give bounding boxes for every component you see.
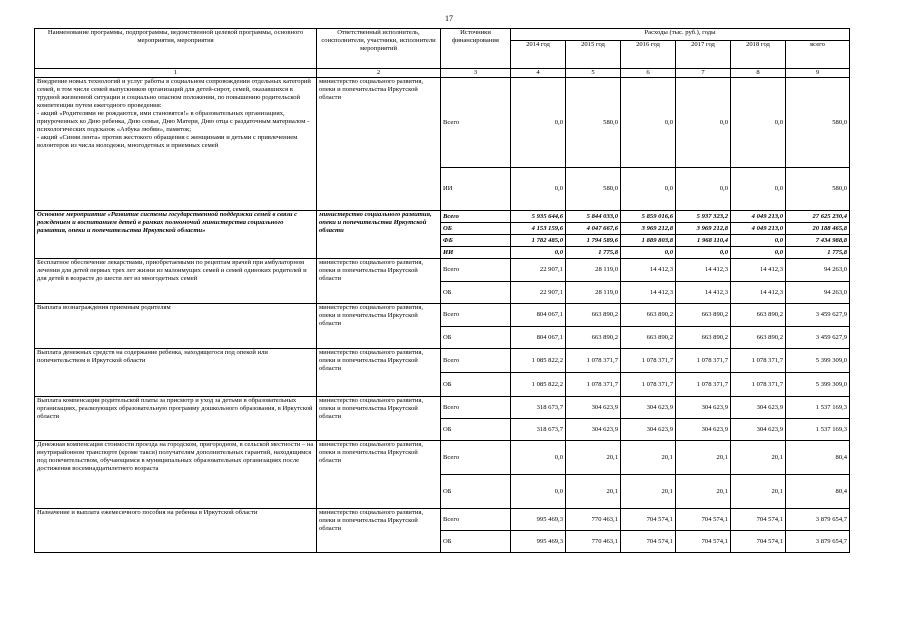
year-value: 0,0 [676, 78, 731, 168]
year-value: 318 673,7 [511, 397, 566, 419]
year-value: 22 907,1 [511, 282, 566, 304]
funding-source: Всего [441, 304, 511, 327]
table-row [35, 349, 850, 373]
total-value: 80,4 [786, 441, 850, 475]
year-value: 1 078 371,7 [676, 349, 731, 373]
year-value: 1 782 485,0 [511, 235, 566, 247]
total-value: 3 879 654,7 [786, 509, 850, 531]
year-value: 0,0 [731, 235, 786, 247]
year-value: 1 078 371,7 [566, 349, 621, 373]
total-value: 20 188 465,8 [786, 223, 850, 235]
column-number: 7 [676, 69, 731, 78]
funding-source: Всего [441, 211, 511, 223]
year-value: 663 890,2 [621, 327, 676, 349]
year-value: 704 574,1 [731, 509, 786, 531]
year-value: 3 969 212,8 [621, 223, 676, 235]
total-value: 5 399 309,0 [786, 373, 850, 397]
year-value: 580,0 [566, 78, 621, 168]
funding-source: ОБ [441, 373, 511, 397]
year-value: 1 889 803,8 [621, 235, 676, 247]
executor-name: министерство социального развития, опеки и попечительства Иркутской области [317, 211, 441, 259]
funding-source: ОБ [441, 327, 511, 349]
year-value: 1 078 371,7 [621, 349, 676, 373]
year-value: 663 890,2 [731, 304, 786, 327]
year-value: 0,0 [676, 247, 731, 259]
table-row [35, 441, 850, 475]
header-source-column: Источники финансирования [441, 29, 511, 69]
year-value: 0,0 [511, 247, 566, 259]
funding-source: Всего [441, 509, 511, 531]
funding-source: ОБ [441, 475, 511, 509]
table-row [35, 509, 850, 531]
executor-name: министерство социального развития, опеки и попечительства Иркутской области [317, 349, 441, 397]
year-value: 20,1 [621, 475, 676, 509]
header-expenses: Расходы (тыс. руб.), годы [511, 29, 850, 41]
year-value: 804 067,1 [511, 304, 566, 327]
year-value: 804 067,1 [511, 327, 566, 349]
year-value: 0,0 [511, 168, 566, 211]
year-value: 4 049 213,0 [731, 211, 786, 223]
year-value: 5 935 644,6 [511, 211, 566, 223]
year-value: 704 574,1 [621, 531, 676, 553]
year-value: 20,1 [676, 475, 731, 509]
funding-source: Всего [441, 441, 511, 475]
year-value: 14 412,3 [676, 259, 731, 282]
total-value: 7 434 988,8 [786, 235, 850, 247]
year-value: 5 859 016,6 [621, 211, 676, 223]
total-value: 80,4 [786, 475, 850, 509]
column-number: 4 [511, 69, 566, 78]
funding-source: ОБ [441, 223, 511, 235]
activity-name: Внедрение новых технологий и услуг работы в социальном сопровождении отдельных категорий семей, в том числе семей выпускников организаций для детей-сирот, семей, оказавшихся в трудной жизненной ситуации и социально опасном положении, по повышению родительской компетенции путем ежегодного проведения: - акций «Родителями не рождаются, ими становятся!» в образовательных организациях, приуроченных ко Дню ребенка, Дню семьи, Дню Матери, Дню отца с раздаточным материалом - психологических подсказок «Азбука любви», памяток; - акций «Синяя лента» против жестокого обращения с женщинами и детьми с привлечением волонтеров из числа молодежи, многодетных и приемных семей [35, 78, 317, 211]
funding-source: ОБ [441, 419, 511, 441]
funding-source: Всего [441, 349, 511, 373]
year-value: 1 078 371,7 [731, 373, 786, 397]
page-number: 17 [445, 14, 453, 23]
table-row [35, 397, 850, 419]
executor-name: министерство социального развития, опеки и попечительства Иркутской области [317, 259, 441, 304]
year-value: 318 673,7 [511, 419, 566, 441]
year-value: 1 968 110,4 [676, 235, 731, 247]
column-number: 5 [566, 69, 621, 78]
activity-name: Выплата вознаграждения приемным родителям [35, 304, 317, 349]
year-value: 304 623,9 [621, 419, 676, 441]
funding-source: ИИ [441, 168, 511, 211]
funding-source: Всего [441, 397, 511, 419]
funding-source: ФБ [441, 235, 511, 247]
header-year: 2014 год [511, 41, 566, 69]
year-value: 770 463,1 [566, 531, 621, 553]
year-value: 304 623,9 [566, 419, 621, 441]
year-value: 995 469,3 [511, 509, 566, 531]
funding-source: ОБ [441, 531, 511, 553]
year-value: 1 775,8 [566, 247, 621, 259]
column-number: 1 [35, 69, 317, 78]
executor-name: министерство социального развития, опеки и попечительства Иркутской области [317, 509, 441, 553]
header-name-column: Наименование программы, подпрограммы, ведомственной целевой программы, основного мероприятия, мероприятия [35, 29, 317, 69]
year-value: 0,0 [511, 475, 566, 509]
year-value: 1 078 371,7 [621, 373, 676, 397]
year-value: 20,1 [621, 441, 676, 475]
total-value: 5 399 309,0 [786, 349, 850, 373]
year-value: 14 412,3 [731, 259, 786, 282]
table-row [35, 259, 850, 282]
activity-name: Выплата компенсации родительской платы за присмотр и уход за детьми в образовательных организациях, реализующих образовательную программу дошкольного образования, в Иркутской области [35, 397, 317, 441]
year-value: 28 119,0 [566, 259, 621, 282]
header-year: 2015 год [566, 41, 621, 69]
table-row [35, 211, 850, 223]
year-value: 0,0 [676, 168, 731, 211]
activity-name: Денежная компенсация стоимости проезда на городском, пригородном, в сельской местности – на внутрирайонном транспорте (кроме такси) получателям дополнительных гарантий, находящимся под попечительством, обучающимся в муниципальных образовательных организациях после достижения восемнадцатилетнего возраста [35, 441, 317, 509]
year-value: 4 047 667,6 [566, 223, 621, 235]
year-value: 5 844 033,0 [566, 211, 621, 223]
total-value: 3 459 627,9 [786, 327, 850, 349]
year-value: 663 890,2 [676, 327, 731, 349]
header-year: 2018 год [731, 41, 786, 69]
total-value: 580,0 [786, 78, 850, 168]
year-value: 663 890,2 [731, 327, 786, 349]
total-value: 1 537 169,3 [786, 397, 850, 419]
year-value: 1 078 371,7 [731, 349, 786, 373]
year-value: 14 412,3 [621, 282, 676, 304]
year-value: 1 794 589,6 [566, 235, 621, 247]
year-value: 20,1 [676, 441, 731, 475]
year-value: 20,1 [731, 441, 786, 475]
year-value: 22 907,1 [511, 259, 566, 282]
year-value: 304 623,9 [676, 397, 731, 419]
header-year: 2017 год [676, 41, 731, 69]
funding-source: Всего [441, 78, 511, 168]
column-number: 9 [786, 69, 850, 78]
year-value: 304 623,9 [731, 419, 786, 441]
year-value: 704 574,1 [676, 531, 731, 553]
total-value: 580,0 [786, 168, 850, 211]
year-value: 995 469,3 [511, 531, 566, 553]
year-value: 304 623,9 [566, 397, 621, 419]
year-value: 704 574,1 [676, 509, 731, 531]
year-value: 0,0 [621, 78, 676, 168]
total-value: 94 263,0 [786, 282, 850, 304]
year-value: 0,0 [731, 168, 786, 211]
year-value: 14 412,3 [676, 282, 731, 304]
year-value: 20,1 [566, 441, 621, 475]
year-value: 4 049 213,0 [731, 223, 786, 235]
column-number: 8 [731, 69, 786, 78]
year-value: 4 153 159,6 [511, 223, 566, 235]
total-value: 3 879 654,7 [786, 531, 850, 553]
column-number: 6 [621, 69, 676, 78]
year-value: 304 623,9 [731, 397, 786, 419]
total-value: 1 775,8 [786, 247, 850, 259]
table-row [35, 78, 850, 168]
header-total: всего [786, 41, 850, 69]
year-value: 0,0 [621, 247, 676, 259]
year-value: 3 969 212,8 [676, 223, 731, 235]
total-value: 27 625 230,4 [786, 211, 850, 223]
year-value: 704 574,1 [621, 509, 676, 531]
year-value: 580,0 [566, 168, 621, 211]
activity-name: Выплата денежных средств на содержание ребенка, находящегося под опекой или попечительством в Иркутской области [35, 349, 317, 397]
table-row [35, 304, 850, 327]
column-number: 3 [441, 69, 511, 78]
total-value: 94 263,0 [786, 259, 850, 282]
year-value: 663 890,2 [566, 304, 621, 327]
year-value: 20,1 [566, 475, 621, 509]
year-value: 0,0 [511, 441, 566, 475]
year-value: 28 119,0 [566, 282, 621, 304]
year-value: 0,0 [511, 78, 566, 168]
executor-name: министерство социального развития, опеки и попечительства Иркутской области [317, 304, 441, 349]
column-number: 2 [317, 69, 441, 78]
executor-name: министерство социального развития, опеки и попечительства Иркутской области [317, 78, 441, 211]
year-value: 704 574,1 [731, 531, 786, 553]
year-value: 1 085 822,2 [511, 349, 566, 373]
total-value: 1 537 169,3 [786, 419, 850, 441]
total-value: 3 459 627,9 [786, 304, 850, 327]
year-value: 5 937 323,2 [676, 211, 731, 223]
year-value: 663 890,2 [566, 327, 621, 349]
funding-source: ОБ [441, 282, 511, 304]
year-value: 14 412,3 [731, 282, 786, 304]
funding-source: ИИ [441, 247, 511, 259]
year-value: 663 890,2 [676, 304, 731, 327]
year-value: 770 463,1 [566, 509, 621, 531]
year-value: 0,0 [731, 247, 786, 259]
year-value: 1 078 371,7 [566, 373, 621, 397]
expenses-table [34, 28, 850, 553]
year-value: 20,1 [731, 475, 786, 509]
activity-name: Бесплатное обеспечение лекарствами, приобретаемыми по рецептам врачей при амбулаторном лечении для детей первых трех лет жизни из малоимущих семей и семей одиноких родителей и для детей в возрасте до шести лет из многодетных семей [35, 259, 317, 304]
activity-name: Назначение и выплата ежемесячного пособия на ребенка в Иркутской области [35, 509, 317, 553]
year-value: 0,0 [621, 168, 676, 211]
funding-source: Всего [441, 259, 511, 282]
executor-name: министерство социального развития, опеки и попечительства Иркутской области [317, 441, 441, 509]
header-executor-column: Ответственный исполнитель, соисполнители, участники, исполнители мероприятий [317, 29, 441, 69]
year-value: 304 623,9 [621, 397, 676, 419]
executor-name: министерство социального развития, опеки и попечительства Иркутской области [317, 397, 441, 441]
year-value: 304 623,9 [676, 419, 731, 441]
header-year: 2016 год [621, 41, 676, 69]
year-value: 14 412,3 [621, 259, 676, 282]
year-value: 1 078 371,7 [676, 373, 731, 397]
year-value: 0,0 [731, 78, 786, 168]
year-value: 663 890,2 [621, 304, 676, 327]
year-value: 1 085 822,2 [511, 373, 566, 397]
activity-name: Основное мероприятие «Развитие системы государственной поддержки семей в связи с рождением и воспитанием детей в рамках полномочий министерства социального развития, опеки и попечительства Иркутской области» [35, 211, 317, 259]
